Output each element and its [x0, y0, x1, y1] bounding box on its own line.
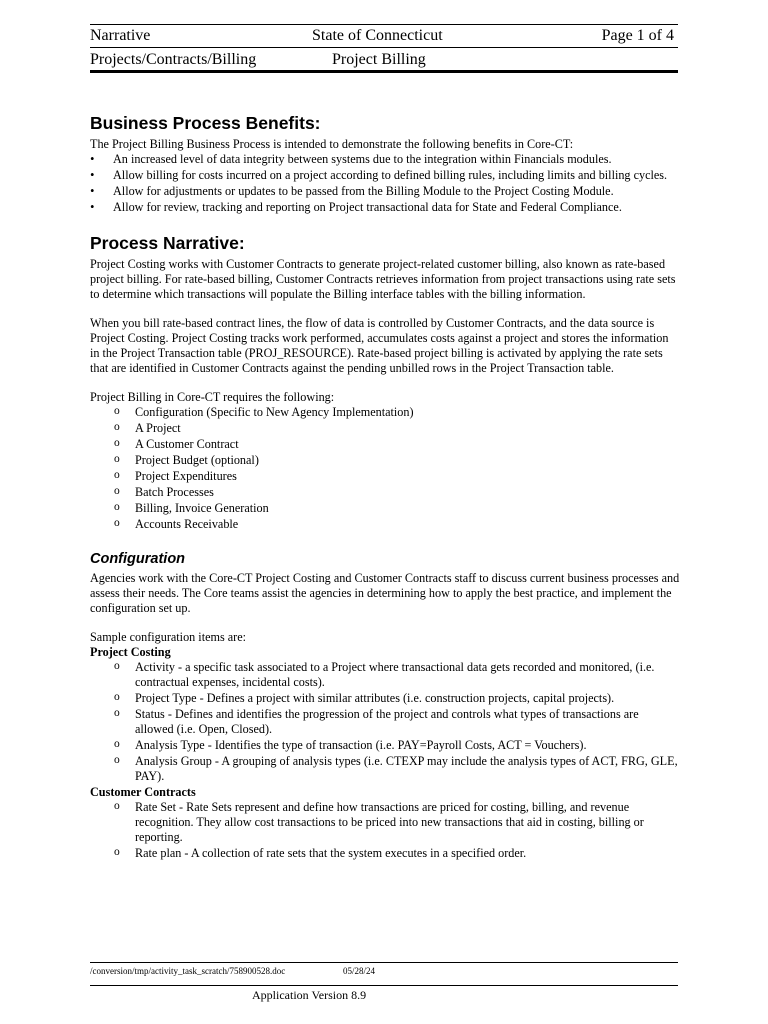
list-item: o Analysis Type - Identifies the type of transaction (i.e. PAY=Payroll Costs, ACT = Vouchers). [114, 738, 680, 753]
list-item: o Rate plan - A collection of rate sets that the system executes in a specified order. [114, 846, 680, 861]
list-item: o Billing, Invoice Generation [114, 501, 680, 516]
footer-file-path: /conversion/tmp/activity_task_scratch/758900528.doc [90, 966, 286, 976]
header-rule-mid [90, 47, 678, 48]
list-item: • Allow billing for costs incurred on a project according to defined billing rules, including limits and billing cycles. [90, 168, 680, 183]
footer-rule-top [90, 962, 678, 963]
list-item: • Allow for review, tracking and reporting on Project transactional data for State and Federal Compliance. [90, 200, 680, 215]
list-item: • Allow for adjustments or updates to be passed from the Billing Module to the Project Costing Module. [90, 184, 680, 199]
list-item: o Project Budget (optional) [114, 453, 680, 468]
document-body [90, 113, 680, 862]
narrative-heading: Process Narrative: [90, 233, 245, 253]
list-item: • An increased level of data integrity between systems due to the integration within Financials modules. [90, 152, 680, 167]
requirements-list [90, 405, 680, 532]
header-organization: State of Connecticut [312, 27, 443, 44]
header-page-number: Page 1 of 4 [601, 27, 674, 44]
project-costing-list [90, 660, 680, 784]
footer-rule-bottom [90, 985, 678, 986]
sample-intro: Sample configuration items are: [90, 630, 247, 644]
list-item: o Project Type - Defines a project with similar attributes (i.e. construction projects, capital projects). [114, 691, 680, 706]
list-item: o Status - Defines and identifies the progression of the project and controls what types of transactions are allowed (i.e. Open, Closed). [114, 707, 680, 737]
list-item: o Configuration (Specific to New Agency Implementation) [114, 405, 680, 420]
benefits-list [90, 152, 680, 215]
list-item: o Analysis Group - A grouping of analysis types (i.e. CTEXP may include the analysis types of ACT, FRG, GLE, PAY). [114, 754, 680, 784]
header-rule-top [90, 24, 678, 25]
list-item: o Rate Set - Rate Sets represent and define how transactions are priced for costing, billing, and revenue recognition. They allow cost transactions to be priced into new transactions that aid in costing, billing or reporting. [114, 800, 680, 845]
benefits-intro: The Project Billing Business Process is intended to demonstrate the following benefits in Core-CT: [90, 137, 574, 151]
header-rule-thick [90, 70, 678, 73]
footer-date: 05/28/24 [343, 966, 376, 976]
list-item: o Project Expenditures [114, 469, 680, 484]
list-item: o A Customer Contract [114, 437, 680, 452]
customer-contracts-label: Customer Contracts [90, 785, 196, 799]
list-item: o Batch Processes [114, 485, 680, 500]
project-costing-label: Project Costing [90, 645, 171, 659]
header-process: Project Billing [332, 51, 426, 68]
header-module: Projects/Contracts/Billing [90, 51, 257, 68]
requirements-intro: Project Billing in Core-CT requires the following: [90, 390, 335, 404]
footer-version: Application Version 8.9 [252, 988, 367, 1002]
header-doc-type: Narrative [90, 27, 151, 44]
benefits-heading: Business Process Benefits: [90, 113, 321, 133]
list-item: o Accounts Receivable [114, 517, 680, 532]
customer-contracts-list [90, 800, 680, 861]
configuration-paragraph: Agencies work with the Core-CT Project Costing and Customer Contracts staff to discuss current business processes and assess their needs. The Core teams assist the agencies in determining how to apply the best practice, and implement the configuration set up. [90, 571, 680, 615]
narrative-paragraph-1: Project Costing works with Customer Contracts to generate project-related customer billing, also known as rate-based project billing. For rate-based billing, Customer Contracts retrieves information from project transactions using rate sets to determine which transactions will populate the Billing interface tables with the billing information. [90, 257, 676, 301]
configuration-heading: Configuration [90, 551, 186, 567]
list-item: o A Project [114, 421, 680, 436]
narrative-paragraph-2: When you bill rate-based contract lines, the flow of data is controlled by Customer Contracts, and the data source is Project Costing. Project Costing tracks work performed, accumulates costs against a project and stores the information in the Project Transaction table (PROJ_RESOURCE). Rate-based project billing is activated by applying the rate sets that are identified in Customer Contracts against the pending unbilled rows in the Project Transaction table. [90, 316, 669, 375]
list-item: o Activity - a specific task associated to a Project where transactional data gets recorded and monitored, (i.e. contractual expenses, incidental costs). [114, 660, 680, 690]
